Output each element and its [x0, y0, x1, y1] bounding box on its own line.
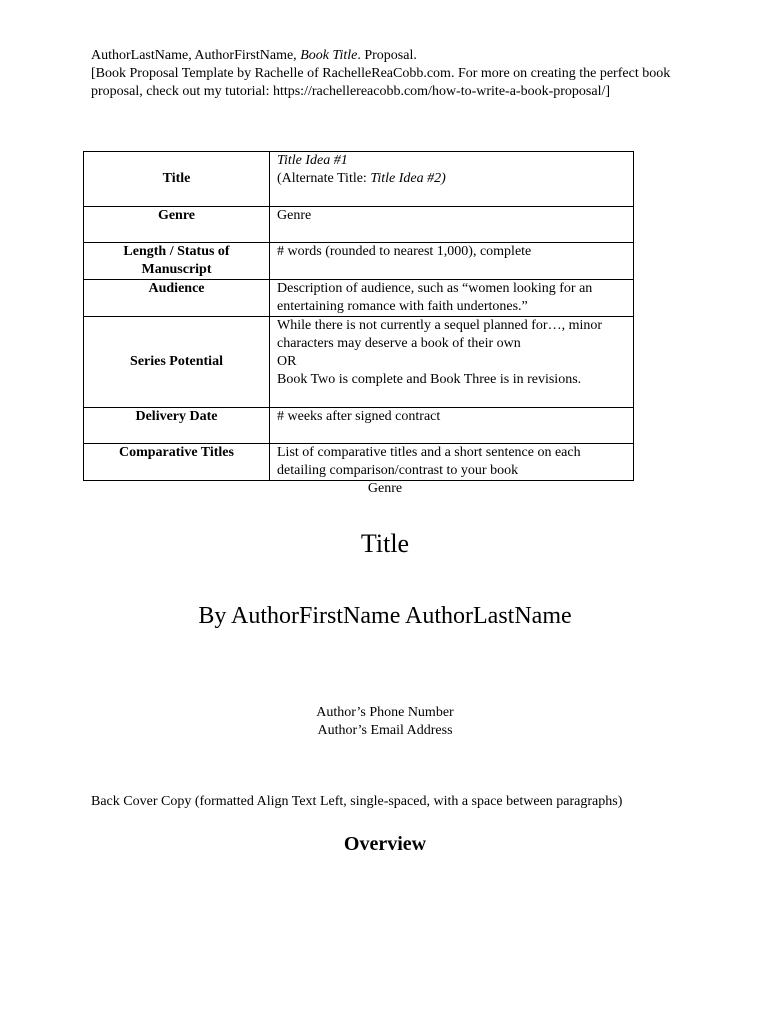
genre-value: Genre [270, 207, 634, 243]
length-status-label: Length / Status of Manuscript [84, 243, 270, 280]
overview-heading: Overview [343, 833, 427, 855]
table-row-title [84, 152, 634, 207]
author-contact [0, 704, 770, 740]
table-row-genre [84, 207, 634, 243]
length-status-value: # words (rounded to nearest 1,000), complete [270, 243, 634, 280]
audience-value: Description of audience, such as “women looking for an entertaining romance with faith undertones.” [270, 280, 634, 317]
cover-byline: By AuthorFirstName AuthorLastName [198, 603, 572, 629]
genre-label: Genre [84, 207, 270, 243]
cover-title: Title [360, 529, 410, 558]
author-phone: Author’s Phone Number [316, 705, 454, 720]
template-note: [Book Proposal Template by Rachelle of RachelleReaCobb.com. For more on creating the perfect book proposal, check out my tutorial: https://rachellereacobb.com/how-to-write-a-book-proposal/] [91, 66, 671, 99]
title-idea-1: Title Idea #1 [277, 153, 348, 168]
table-row-series [84, 317, 634, 408]
comparative-titles-value: List of comparative titles and a short sentence on each detailing comparison/contrast to your book [270, 444, 634, 481]
comparative-titles-label: Comparative Titles [84, 444, 270, 481]
table-row-comparative [84, 444, 634, 481]
audience-label: Audience [84, 280, 270, 317]
title-idea-2: Title Idea #2) [370, 171, 446, 186]
series-potential-value [270, 317, 634, 408]
title-value [270, 152, 634, 207]
title-label: Title [84, 152, 270, 207]
back-cover-note: Back Cover Copy (formatted Align Text Left, single-spaced, with a space between paragraphs) [91, 794, 623, 809]
table-row-audience [84, 280, 634, 317]
author-email: Author’s Email Address [317, 723, 453, 738]
table-row-length [84, 243, 634, 280]
delivery-date-value: # weeks after signed contract [270, 408, 634, 444]
author-name-prefix: AuthorLastName, AuthorFirstName, [91, 48, 301, 63]
series-line-2: OR [277, 354, 297, 369]
proposal-heading-line [91, 47, 691, 65]
document-header [91, 47, 691, 101]
series-potential-label: Series Potential [84, 317, 270, 408]
cover-genre: Genre [367, 481, 403, 496]
table-row-delivery [84, 408, 634, 444]
book-title-italic: Book Title [300, 48, 358, 63]
proposal-suffix: . Proposal. [357, 48, 417, 63]
alternate-title-prefix: (Alternate Title: [277, 171, 371, 186]
series-line-3: Book Two is complete and Book Three is in revisions. [277, 372, 582, 387]
delivery-date-label: Delivery Date [84, 408, 270, 444]
series-line-1: While there is not currently a sequel planned for…, minor characters may deserve a book of their own [277, 318, 603, 351]
proposal-summary-table [83, 151, 634, 481]
